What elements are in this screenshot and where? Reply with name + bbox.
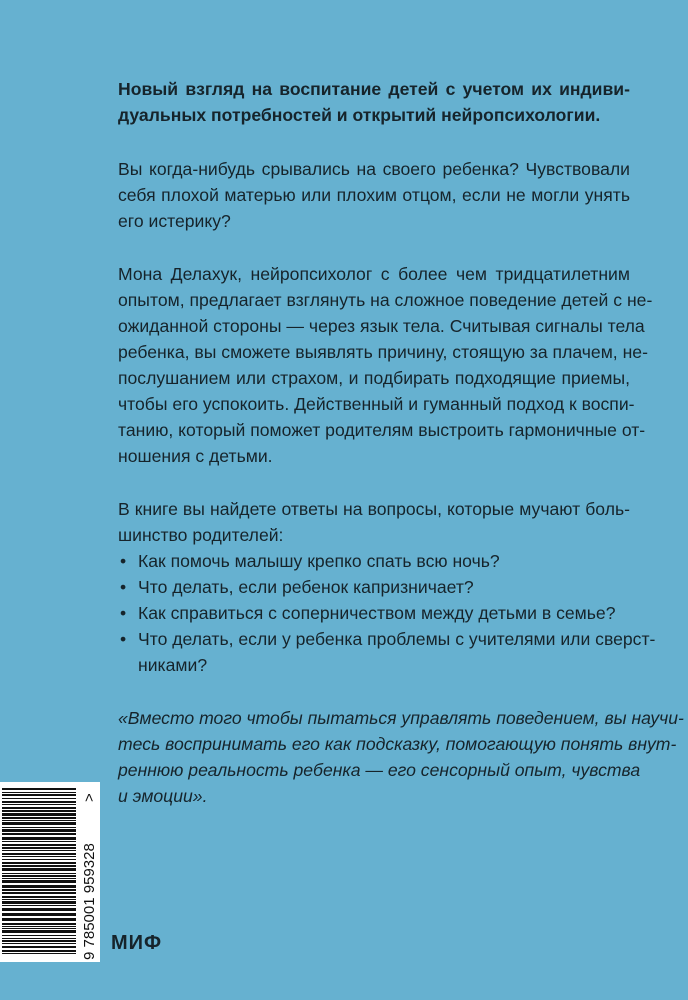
barcode-bar <box>2 923 76 925</box>
barcode-bar <box>2 943 76 944</box>
barcode-bar <box>2 928 76 929</box>
barcode-bar <box>2 946 76 948</box>
barcode-bar <box>2 950 76 952</box>
barcode-bar <box>2 896 76 898</box>
barcode-bar <box>2 844 76 846</box>
quote-line: «Вместо того чтобы пытаться управлять поведением, вы научи- <box>118 708 684 728</box>
barcode-bar <box>2 801 76 803</box>
barcode-bar <box>2 930 76 933</box>
barcode-bar <box>2 938 76 939</box>
barcode-bar <box>2 926 76 927</box>
list-item-text: • Что делать, если у ребенка проблемы с учителями или сверст- <box>138 629 656 649</box>
barcode-bar <box>2 853 76 855</box>
barcode-bar <box>2 865 76 867</box>
barcode-bar <box>2 913 76 916</box>
list-item <box>118 548 630 574</box>
barcode-bar <box>2 868 76 871</box>
barcode-bars <box>2 788 76 954</box>
barcode-bar <box>2 905 76 906</box>
barcode-bar <box>2 833 76 835</box>
questions-intro <box>118 496 630 548</box>
lead-line: Новый взгляд на воспитание детей с учетом их индиви- <box>118 79 630 99</box>
barcode-bar <box>2 885 76 888</box>
list-item-text: • Что делать, если ребенок капризничает? <box>138 577 474 597</box>
barcode-bar <box>2 827 76 828</box>
barcode-bar <box>2 880 76 883</box>
barcode-bar <box>2 788 76 790</box>
barcode-bar <box>2 918 76 921</box>
barcode-bar <box>2 892 76 894</box>
list-item-text: • Как справиться с соперничеством между детьми в семье? <box>138 603 616 623</box>
barcode-bar <box>2 837 76 840</box>
intro-line: себя плохой матерью или плохим отцом, если не могли унять <box>118 185 630 205</box>
barcode-bar <box>2 940 76 942</box>
barcode-bar <box>2 822 76 825</box>
intro-line: его истерику? <box>118 211 231 231</box>
list-item <box>118 574 630 600</box>
isbn-arrow: > <box>81 793 98 802</box>
about-line: послушанием или страхом, и подбирать подходящие приемы, <box>118 368 630 388</box>
barcode-bar <box>2 935 76 936</box>
barcode-bar <box>2 889 76 891</box>
barcode-bar <box>2 908 76 911</box>
quote-line: реннюю реальность ребенка — его сенсорный опыт, чувства <box>118 760 641 780</box>
back-cover-text <box>118 76 684 809</box>
list-item-text: • Как помочь малышу крепко спать всю ночь? <box>138 551 500 571</box>
lead-line: дуальных потребностей и открытий нейропсихологии. <box>118 105 601 125</box>
barcode-bar <box>2 873 76 874</box>
about-line: ношения с детьми. <box>118 446 273 466</box>
barcode-bar <box>2 792 76 793</box>
questions-list <box>118 548 656 678</box>
barcode-bar <box>2 875 76 877</box>
barcode-bar <box>2 820 76 821</box>
barcode-bar <box>2 794 76 796</box>
barcode-bar <box>2 813 76 816</box>
about-line: ожиданной стороны — через язык тела. Считывая сигналы тела <box>118 316 645 336</box>
barcode-bar <box>2 817 76 819</box>
barcode-bar <box>2 850 76 851</box>
barcode-bar <box>2 841 76 842</box>
quote-line: тесь воспринимать его как подсказку, помогающую понять внут- <box>118 734 677 754</box>
barcode-bar <box>2 798 76 799</box>
barcode-bar <box>2 856 76 857</box>
barcode-bar <box>2 829 76 832</box>
barcode-graphic <box>0 782 100 962</box>
about-line: танию, который поможет родителям выстроить гармоничные от- <box>118 420 646 440</box>
barcode-bar <box>2 862 76 864</box>
intro-paragraph <box>118 156 630 234</box>
about-line: чтобы его успокоить. Действенный и гуманный подход к воспи- <box>118 394 635 414</box>
list-item <box>118 626 656 678</box>
barcode-bar <box>2 810 76 812</box>
isbn-digits: 9 785001 959328 <box>81 843 98 960</box>
barcode-bar <box>2 859 76 860</box>
about-paragraph <box>118 261 653 469</box>
barcode-bar <box>2 899 76 900</box>
barcode-bar <box>2 878 76 879</box>
lead-paragraph <box>118 76 630 128</box>
questions-intro-line: шинство родителей: <box>118 525 284 545</box>
barcode-bar <box>2 804 76 805</box>
publisher-logo: МИФ <box>111 932 163 954</box>
barcode-bar <box>2 901 76 904</box>
barcode-bar <box>2 807 76 809</box>
barcode-bar <box>2 847 76 849</box>
list-item <box>118 600 630 626</box>
about-line: опытом, предлагает взглянуть на сложное поведение детей с не- <box>118 290 653 310</box>
questions-intro-line: В книге вы найдете ответы на вопросы, которые мучают боль- <box>118 499 630 519</box>
list-item-text: никами? <box>138 655 208 675</box>
quote-paragraph <box>118 705 684 809</box>
quote-line: и эмоции». <box>118 786 208 806</box>
about-line: ребенка, вы сможете выявлять причину, стоящую за плачем, не- <box>118 342 648 362</box>
intro-line: Вы когда-нибудь срывались на своего ребенка? Чувствовали <box>118 159 630 179</box>
barcode-bar <box>2 953 76 954</box>
about-line: Мона Делахук, нейропсихолог с более чем тридцатилетним <box>118 264 630 284</box>
isbn-barcode <box>0 782 100 962</box>
